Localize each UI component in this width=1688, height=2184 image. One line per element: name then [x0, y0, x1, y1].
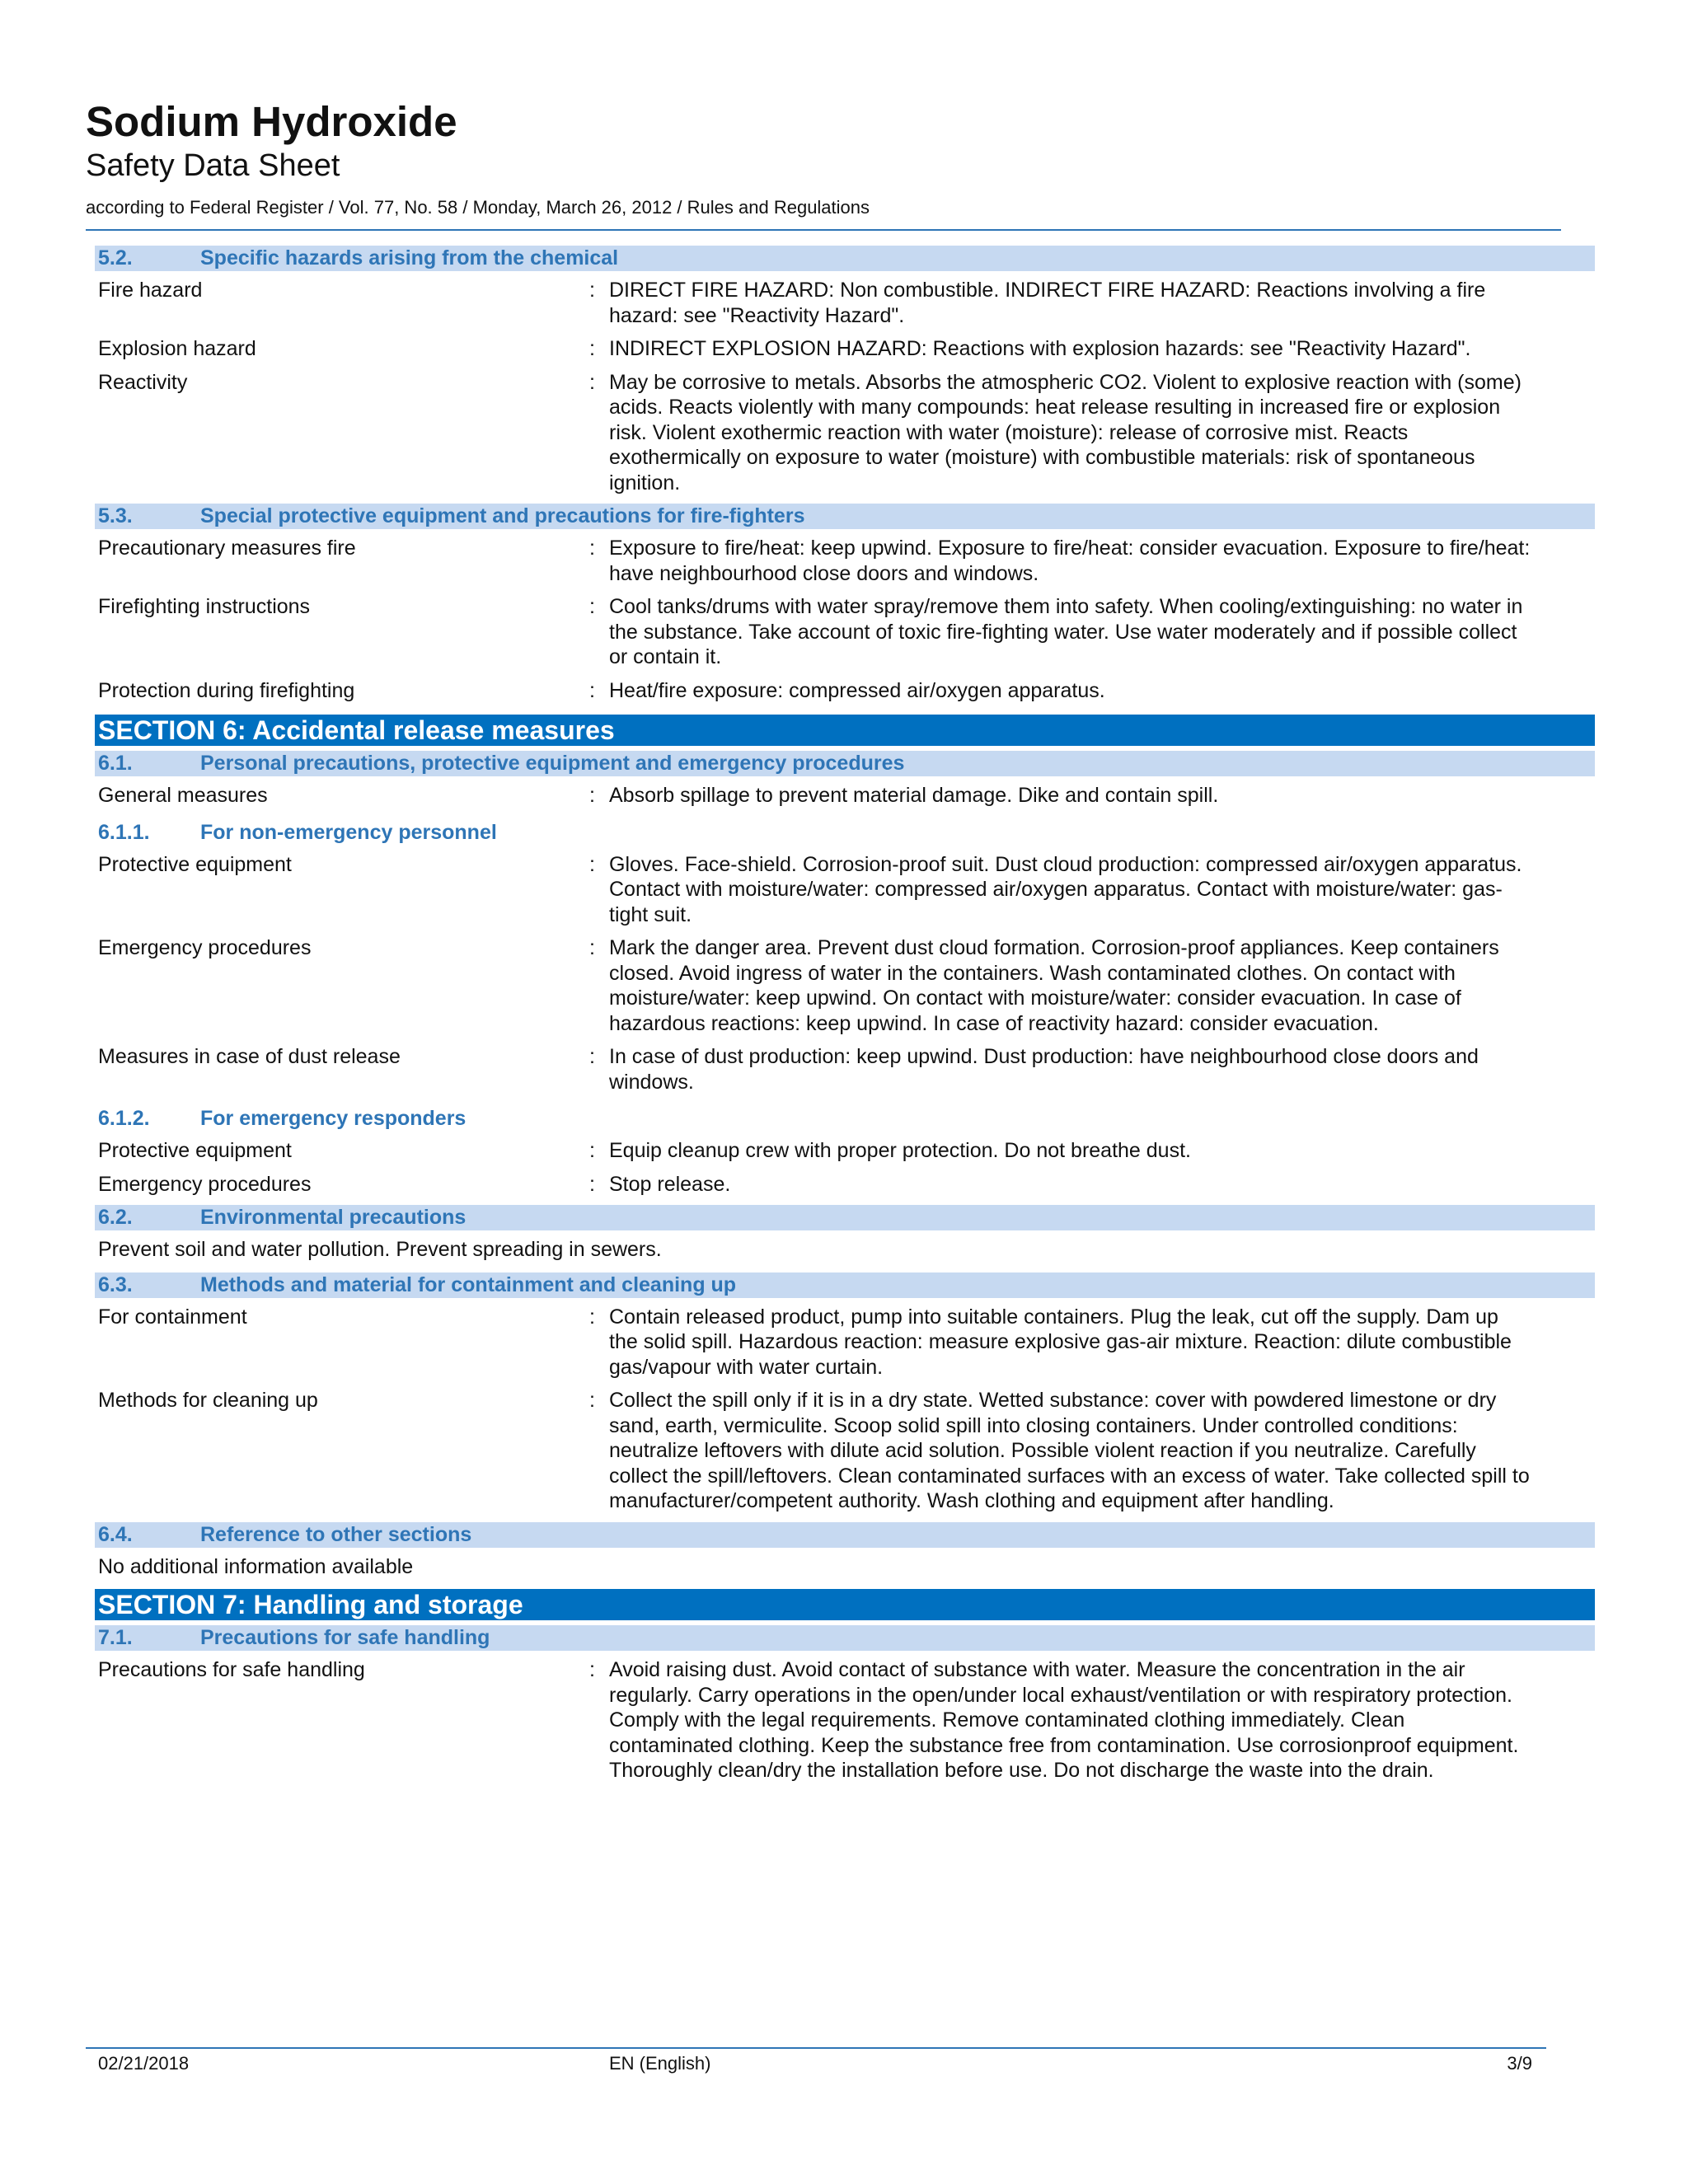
field-label: Protective equipment [98, 1139, 292, 1162]
field-value: Stop release. [609, 1172, 731, 1196]
field-value: Heat/fire exposure: compressed air/oxygen apparatus. [609, 678, 1105, 702]
subsection-header-6-4 [95, 1522, 1595, 1548]
field-label: Precautions for safe handling [98, 1658, 365, 1681]
field-row [95, 278, 1595, 328]
regulation-reference: according to Federal Register / Vol. 77, No. 58 / Monday, March 26, 2012 / Rules and Regulations [86, 197, 870, 218]
field-separator: : [589, 1305, 595, 1329]
field-row [95, 1172, 1595, 1197]
subsection-number: 6.1.1. [98, 820, 150, 844]
field-row [95, 1044, 1595, 1094]
field-value: Absorb spillage to prevent material damage. Dike and contain spill. [609, 784, 1219, 807]
document-subtitle: Safety Data Sheet [86, 148, 340, 183]
field-label: General measures [98, 784, 268, 807]
subsubsection-header-6-1-1 [95, 820, 1595, 846]
subsection-title: Reference to other sections [200, 1522, 472, 1546]
field-value: Avoid raising dust. Avoid contact of substance with water. Measure the concentration in the air regularly. Carry operations in the open/under local exhaust/ventilation or with respiratory protection. Comply with the legal requirements. Remove contaminated clothing immediately. Clean contaminated clothing. Keep the substance free from contamination. Use corrosionproof equipment. Thoroughly clean/dry the installation before use. Do not discharge the waste into the drain. [609, 1658, 1519, 1782]
field-separator: : [589, 936, 595, 959]
field-label: Emergency procedures [98, 936, 312, 959]
field-separator: : [589, 279, 595, 302]
subsection-header-7-1 [95, 1625, 1595, 1651]
subsection-title: Methods and material for containment and cleaning up [200, 1272, 737, 1296]
field-separator: : [589, 852, 595, 876]
field-label: Methods for cleaning up [98, 1389, 318, 1412]
field-row [95, 1388, 1595, 1514]
subsection-title: Special protective equipment and precautions for fire-fighters [200, 504, 805, 527]
field-separator: : [589, 1139, 595, 1162]
revision-date: 02/21/2018 [98, 2053, 190, 2074]
field-row [95, 1138, 1595, 1164]
field-label: Precautionary measures fire [98, 537, 356, 560]
field-separator: : [589, 784, 595, 807]
subsection-header-6-2 [95, 1205, 1595, 1230]
field-separator: : [589, 1389, 595, 1412]
field-row [95, 1657, 1595, 1783]
field-separator: : [589, 1045, 595, 1068]
field-value: Collect the spill only if it is in a dry state. Wetted substance: cover with powdered limestone or dry sand, earth, vermiculite. Scoop solid spill into closing containers. Under controlled conditions: neutralize leftovers with dilute acid solution. Possible violent reaction if you neutralize. Carefully collect the spill/leftovers. Clean contaminated surfaces with an excess of water. Take collected spill to manufacturer/competent authority. Wash clothing and equipment after handling. [609, 1389, 1530, 1512]
field-row [95, 370, 1595, 496]
subsection-number: 6.3. [98, 1272, 133, 1296]
field-row [95, 852, 1595, 928]
field-separator: : [589, 1172, 595, 1196]
subsection-header-6-1 [95, 751, 1595, 776]
field-label: Fire hazard [98, 279, 203, 302]
field-label: Firefighting instructions [98, 595, 311, 618]
field-row [95, 336, 1595, 362]
field-label: Measures in case of dust release [98, 1045, 401, 1068]
footer-divider [86, 2047, 1546, 2049]
section-text: No additional information available [98, 1554, 414, 1578]
field-label: Explosion hazard [98, 337, 256, 360]
field-row [95, 1305, 1595, 1380]
subsection-title: Precautions for safe handling [200, 1626, 490, 1649]
document-title: Sodium Hydroxide [86, 98, 457, 145]
field-label: Emergency procedures [98, 1172, 312, 1196]
field-value: Contain released product, pump into suitable containers. Plug the leak, cut off the supply. Dam up the solid spill. Hazardous reaction: measure explosive gas-air mixture. Reaction: dilute combustible gas/vapour with water curtain. [609, 1305, 1512, 1379]
document-body [95, 246, 1595, 1792]
field-row [95, 783, 1595, 808]
subsection-title: Personal precautions, protective equipment and emergency procedures [200, 752, 905, 775]
subsection-number: 7.1. [98, 1626, 133, 1649]
subsection-title: For emergency responders [200, 1107, 467, 1130]
field-separator: : [589, 595, 595, 618]
section-text: Prevent soil and water pollution. Prevent spreading in sewers. [98, 1238, 662, 1261]
field-separator: : [589, 678, 595, 702]
field-label: Protection during firefighting [98, 678, 355, 702]
field-value: Exposure to fire/heat: keep upwind. Exposure to fire/heat: consider evacuation. Exposure to fire/heat: have neighbourhood close doors and windows. [609, 537, 1531, 585]
field-value: Gloves. Face-shield. Corrosion-proof suit. Dust cloud production: compressed air/oxygen apparatus. Contact with moisture/water: compressed air/oxygen apparatus. Contact with moisture/water: gas-tight suit. [609, 852, 1522, 926]
field-value: In case of dust production: keep upwind. Dust production: have neighbourhood close doors and windows. [609, 1045, 1479, 1094]
subsection-header-5-2 [95, 246, 1595, 271]
subsection-number: 6.4. [98, 1522, 133, 1546]
subsection-header-6-3 [95, 1272, 1595, 1298]
document-language: EN (English) [609, 2053, 711, 2074]
field-row [95, 536, 1595, 586]
subsection-number: 5.3. [98, 504, 133, 527]
field-row [95, 594, 1595, 670]
field-row [95, 935, 1595, 1036]
field-value: Equip cleanup crew with proper protection. Do not breathe dust. [609, 1139, 1191, 1162]
field-label: Reactivity [98, 370, 188, 394]
page-number: 3/9 [1507, 2053, 1532, 2074]
document-header [86, 97, 1561, 219]
field-value: Cool tanks/drums with water spray/remove them into safety. When cooling/extinguishing: no water in the substance. Take account of toxic fire-fighting water. Use water moderately and if possible collect or contain it. [609, 595, 1523, 668]
field-label: For containment [98, 1305, 247, 1329]
field-value: May be corrosive to metals. Absorbs the atmospheric CO2. Violent to explosive reaction with (some) acids. Reacts violently with many compounds: heat release resulting in increased fire or explosion risk. Violent exothermic reaction with water (moisture): release of corrosive mist. Reacts exothermically on exposure to water (moisture) with combustible materials: risk of spontaneous ignition. [609, 370, 1522, 494]
subsection-title: Environmental precautions [200, 1206, 467, 1229]
field-value: Mark the danger area. Prevent dust cloud formation. Corrosion-proof appliances. Keep containers closed. Avoid ingress of water in the containers. Wash contaminated clothes. On contact with moisture/water: keep upwind. On contact with moisture/water: consider evacuation. In case of hazardous reactions: keep upwind. In case of reactivity hazard: consider evacuation. [609, 936, 1499, 1035]
subsection-number: 6.2. [98, 1206, 133, 1229]
field-row [95, 678, 1595, 704]
field-separator: : [589, 370, 595, 394]
section-header-6: SECTION 6: Accidental release measures [95, 715, 1595, 746]
section-header-7: SECTION 7: Handling and storage [95, 1589, 1595, 1620]
subsection-title: Specific hazards arising from the chemical [200, 246, 619, 269]
subsubsection-header-6-1-2 [95, 1106, 1595, 1132]
subsection-number: 6.1.2. [98, 1107, 150, 1130]
subsection-header-5-3 [95, 504, 1595, 529]
field-value: INDIRECT EXPLOSION HAZARD: Reactions with explosion hazards: see "Reactivity Hazard". [609, 337, 1471, 360]
subsection-title: For non-emergency personnel [200, 820, 497, 844]
header-divider [86, 229, 1561, 231]
field-separator: : [589, 1658, 595, 1681]
field-value: DIRECT FIRE HAZARD: Non combustible. INDIRECT FIRE HAZARD: Reactions involving a fire hazard: see "Reactivity Hazard". [609, 279, 1486, 327]
subsection-number: 5.2. [98, 246, 133, 269]
subsection-number: 6.1. [98, 752, 133, 775]
field-label: Protective equipment [98, 852, 292, 876]
field-separator: : [589, 537, 595, 560]
field-separator: : [589, 337, 595, 360]
